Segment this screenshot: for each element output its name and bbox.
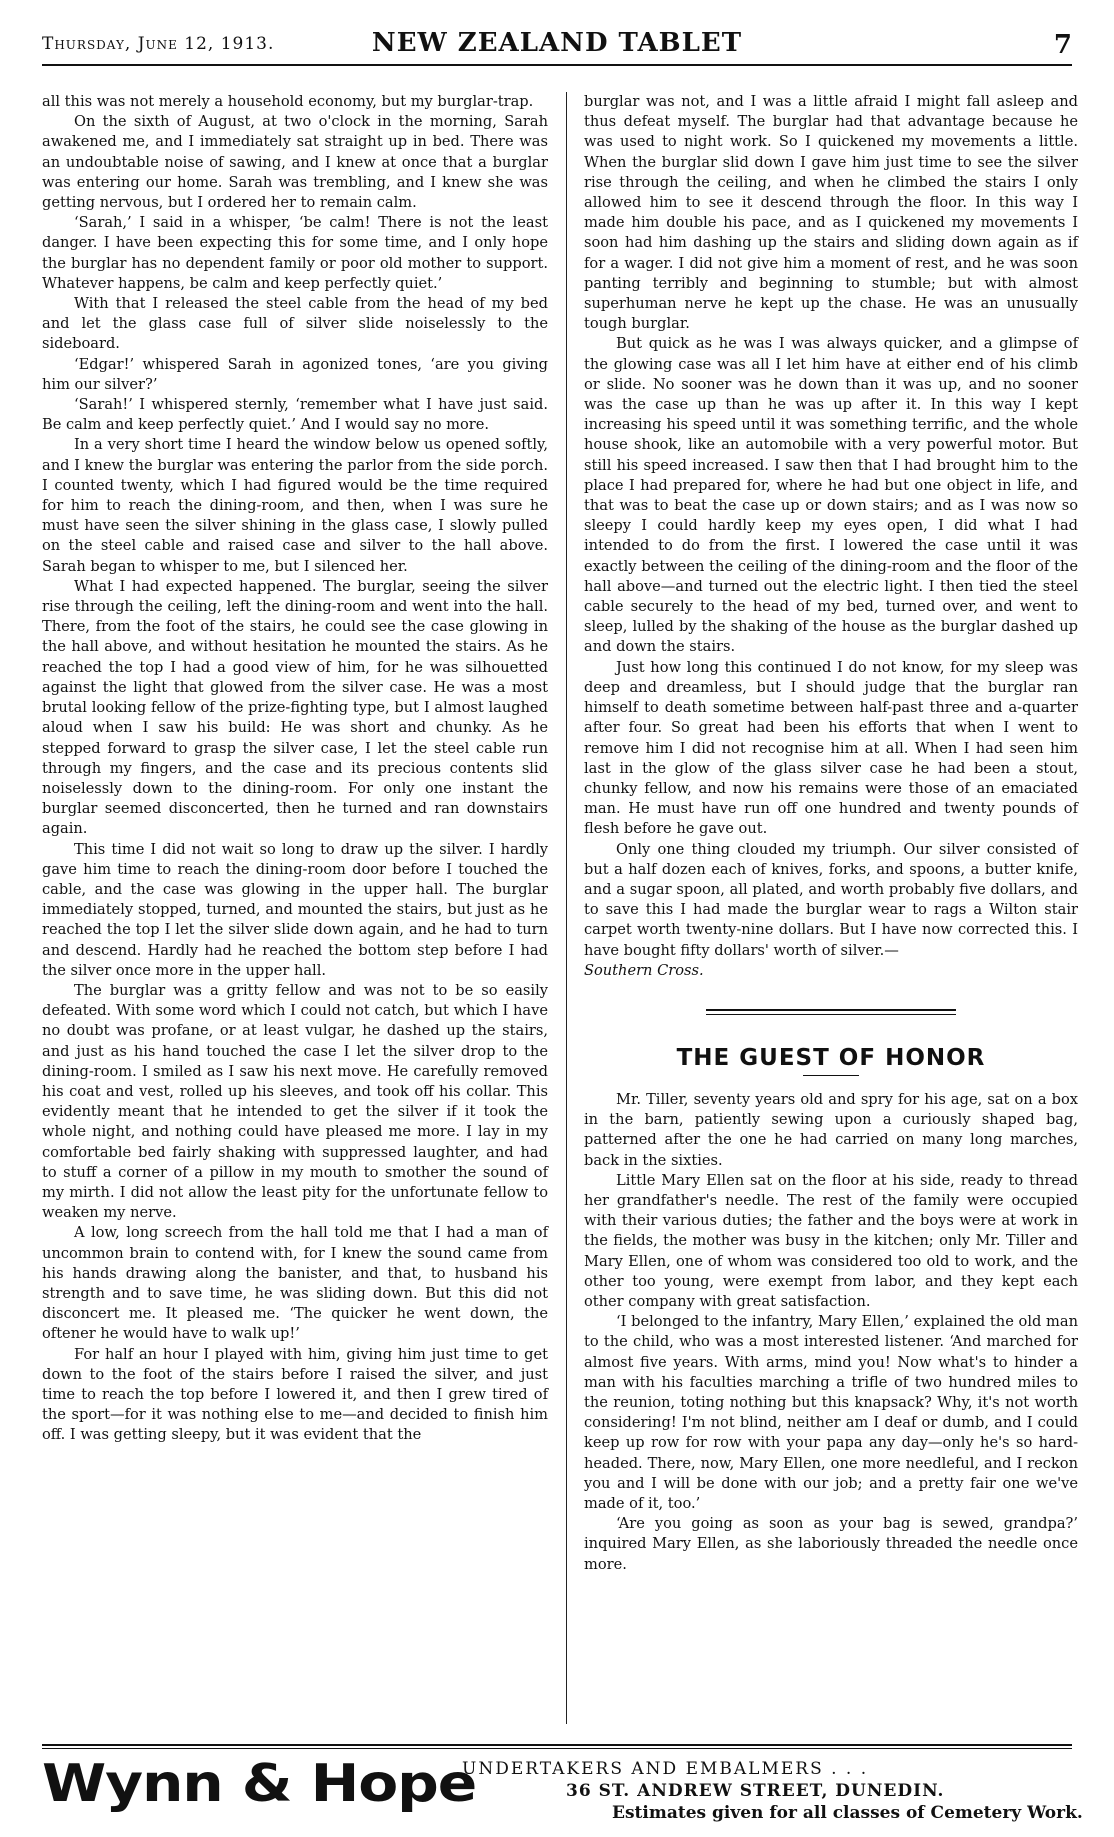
- article-paragraph: With that I released the steel cable from the head of my bed and let the glass case full of silver slide noiselessly to the sideboard.: [42, 295, 548, 353]
- source-credit: Southern Cross.: [584, 961, 704, 979]
- column-divider: [566, 92, 567, 1724]
- left-column: [42, 92, 548, 1446]
- article-paragraph: In a very short time I heard the window below us opened softly, and I knew the burglar was entering the parlor from the side porch. I counted twenty, which I had figured would be the time required for him to reach the dining-room, and then, when I was sure he must have seen the silver shining in the glass case, I slowly pulled on the steel cable and raised case and silver to the hall above. Sarah began to whisper to me, but I silenced her.: [42, 436, 548, 575]
- article-paragraph: For half an hour I played with him, giving him just time to get down to the foot of the stairs before I raised the silver, and just time to reach the top before I lowered it, and then I grew tired of the sport—for it was nothing else to me—and decided to finish him off. I was getting sleepy, but it was evident that the: [42, 1345, 548, 1444]
- article-paragraph: On the sixth of August, at two o'clock in the morning, Sarah awakened me, and I immediately sat straight up in bed. There was an undoubtable noise of sawing, and I knew at once that a burglar was entering our home. Sarah was trembling, and I knew she was getting nervous, but I ordered her to remain calm.: [42, 113, 548, 212]
- article-paragraph: burglar was not, and I was a little afraid I might fall asleep and thus defeat myself. The burglar had that advantage because he was used to night work. So I quickened my movements a little. When the burglar slid down I gave him just time to see the silver rise through the ceiling, and when he climbed the stairs I only allowed him to see it descend through the floor. In this way I made him double his pace, and as I quickened my movements I soon had him dashing up the stairs and sliding down again as if for a wager. I did not give him a moment of rest, and he was soon panting terribly and beginning to stumble; but with almost superhuman nerve he kept up the chase. He was an unusually tough burglar.: [584, 93, 1078, 333]
- header-rule: [42, 64, 1072, 66]
- article-paragraph: ‘Edgar!’ whispered Sarah in agonized tones, ‘are you giving him our silver?’: [42, 355, 548, 393]
- right-column: [584, 92, 1078, 1575]
- article-paragraph: Only one thing clouded my triumph. Our silver consisted of but a half dozen each of knives, forks, and spoons, a butter knife, and a sugar spoon, all plated, and worth probably five dollars, and to save this I had made the burglar wear to rags a Wilton stair carpet worth twenty-nine dollars. But I have now corrected this. I have bought fifty dollars' worth of silver.—: [584, 840, 1078, 959]
- title-underline: [803, 1075, 859, 1076]
- article-paragraph: Just how long this continued I do not know, for my sleep was deep and dreamless, but I should judge that the burglar ran himself to death sometime between half-past three and a-quarter after four. So great had been his efforts that when I went to remove him I did not recognise him at all. When I had seen him last in the glow of the glass silver case he had been a stout, chunky fellow, and now his remains were those of an emaciated man. He must have run off one hundred and twenty pounds of flesh before he gave out.: [584, 658, 1078, 838]
- article-paragraph: ‘Sarah,’ I said in a whisper, ‘be calm! There is not the least danger. I have been expecting this for some time, and I only hope the burglar has no dependent family or poor old mother to support. Whatever happens, be calm and keep perfectly quiet.’: [42, 214, 548, 292]
- ad-line-services: UNDERTAKERS AND EMBALMERS . . .: [462, 1759, 869, 1779]
- article-paragraph: What I had expected happened. The burglar, seeing the silver rise through the ceiling, left the dining-room and went into the hall. There, from the foot of the stairs, he could see the case glowing in the hall above, and without hesitation he mounted the stairs. As he reached the top I had a good view of him, for he was silhouetted against the light that glowed from the silver case. He was a most brutal looking fellow of the prize-fighting type, but I almost laughed aloud when I saw his build: He was short and chunky. As he stepped forward to grasp the silver case, I let the steel cable run through my fingers, and the case and its precious contents slid noiselessly down to the dining-room. For only one instant the burglar seemed disconcerted, then he turned and ran downstairs again.: [42, 577, 548, 838]
- page-header: [42, 28, 1072, 62]
- article-paragraph: The burglar was a gritty fellow and was not to be so easily defeated. With some word which I could not catch, but which I have no doubt was profane, or at least vulgar, he dashed up the stairs, and just as his hand touched the case I let the silver drop to the dining-room. I smiled as I saw his next move. He carefully removed his coat and vest, rolled up his sleeves, and took off his collar. This evidently meant that he intended to get the silver if it took the whole night, and nothing could have pleased me more. I lay in my comfortable bed fairly shaking with suppressed laughter, and had to stuff a corner of a pillow in my mouth to smother the sound of my mirth. I did not allow the least pity for the unfortunate fellow to weaken my nerve.: [42, 981, 548, 1222]
- footer-rule: [42, 1744, 1072, 1746]
- newspaper-title: NEW ZEALAND TABLET: [371, 28, 743, 58]
- section-separator: [706, 1009, 956, 1011]
- ad-line-address: 36 ST. ANDREW STREET, DUNEDIN.: [566, 1781, 945, 1801]
- article-source: [584, 961, 1078, 981]
- article-paragraph: all this was not merely a household economy, but my burglar-trap.: [42, 93, 534, 110]
- advertiser-logo: Wynn & Hope: [42, 1754, 477, 1814]
- story-title: THE GUEST OF HONOR: [676, 1044, 986, 1071]
- header-date: Thursday, June 12, 1913.: [42, 34, 275, 54]
- story-paragraph: Little Mary Ellen sat on the floor at his side, ready to thread her grandfather's needle. The rest of the family were occupied with their various duties; the father and the boys were at work in the fields, the mother was busy in the kitchen; only Mr. Tiller and Mary Ellen, one of whom was considered too old to work, and the other too young, were exempt from labor, and they kept each other company with great satisfaction.: [584, 1171, 1078, 1310]
- footer-rule-thin: [42, 1748, 1072, 1749]
- story-paragraph: ‘Are you going as soon as your bag is sewed, grandpa?’ inquired Mary Ellen, as she laboriously threaded the needle once more.: [584, 1515, 1078, 1573]
- story-paragraph: Mr. Tiller, seventy years old and spry for his age, sat on a box in the barn, patiently sewing upon a curiously shaped bag, patterned after the one he had carried on many long marches, back in the sixties.: [584, 1090, 1078, 1169]
- advertisement-text: [462, 1758, 1083, 1824]
- story-paragraph: ‘I belonged to the infantry, Mary Ellen,’ explained the old man to the child, who was a most interested listener. ‘And marched for almost five years. With arms, mind you! Now what's to hinder a man with his faculties marching a trifle of two hundred miles to the reunion, toting nothing but this knapsack? Why, it's not worth considering! I'm not blind, neither am I deaf or dumb, and I could keep up row for row with your papa any day—only he's so hard-headed. There, now, Mary Ellen, one more needleful, and I reckon you and I will be done with our job; and a pretty fair one we've made of it, too.’: [584, 1313, 1078, 1512]
- page-number: 7: [1053, 30, 1072, 60]
- article-paragraph: This time I did not wait so long to draw up the silver. I hardly gave him time to reach the dining-room door before I touched the cable, and the case was glowing in the upper hall. The burglar immediately stopped, turned, and mounted the stairs, but just as he reached the top I let the silver slide down again, and he had to turn and descend. Hardly had he reached the bottom step before I had the silver once more in the upper hall.: [42, 840, 548, 979]
- ad-line-estimates: Estimates given for all classes of Cemetery Work.: [612, 1803, 1083, 1823]
- article-paragraph: ‘Sarah!’ I whispered sternly, ‘remember what I have just said. Be calm and keep perfectly quiet.’ And I would say no more.: [42, 396, 548, 434]
- article-paragraph: But quick as he was I was always quicker, and a glimpse of the glowing case was all I let him have at either end of his climb or slide. No sooner was he down than it was up, and no sooner was the case up than he was up after it. In this way I kept increasing his speed until it was something terrific, and the whole house shook, like an automobile with a very powerful motor. But still his speed increased. I saw then that I had brought him to the place I had prepared for, where he had but one object in life, and that was to beat the case up or down stairs; and as I was now so sleepy I could hardly keep my eyes open, I did what I had intended to do from the first. I lowered the case until it was exactly between the ceiling of the dining-room and the floor of the hall above—and turned out the electric light. I then tied the steel cable securely to the head of my bed, turned over, and went to sleep, lulled by the shaking of the house as the burglar dashed up and down the stairs.: [584, 335, 1078, 656]
- article-paragraph: A low, long screech from the hall told me that I had a man of uncommon brain to contend with, for I knew the sound came from his hands drawing along the banister, and that, to husband his strength and to save time, he was sliding down. But this did not disconcert me. It pleased me. ‘The quicker he went down, the oftener he would have to walk up!’: [42, 1224, 548, 1343]
